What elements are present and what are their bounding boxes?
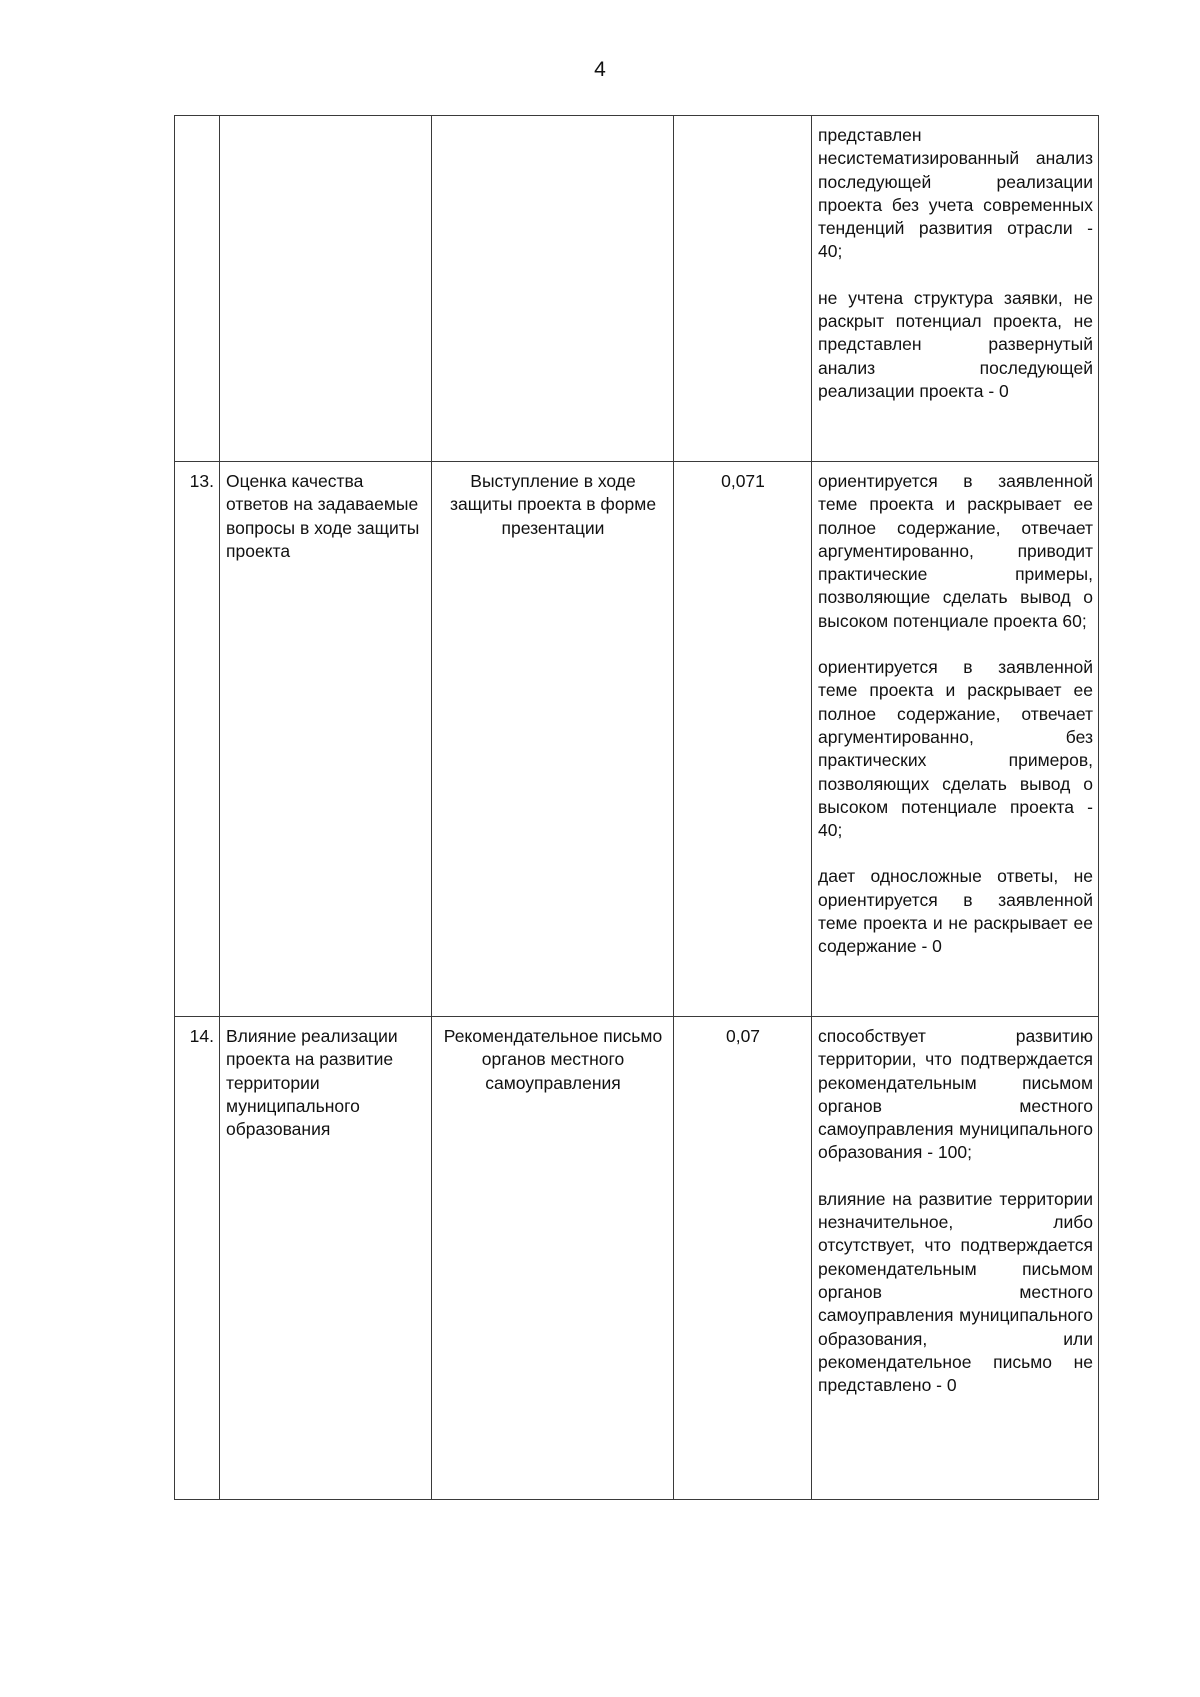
row-number-cell: 13. (175, 462, 220, 1017)
scale-item: ориентируется в заявленной теме проекта и раскрывает ее полное содержание, отвечает аргументированно, без практических примеров, позволяющих сделать вывод о высоком потенциале проекта - 40; (818, 657, 1093, 841)
scale-item: способствует развитию территории, что подтверждается рекомендательным письмом органов местного самоуправления муниципального образования - 100; (818, 1026, 1093, 1163)
row-number-cell (175, 116, 220, 462)
table-row (175, 116, 1099, 462)
table-row (175, 462, 1099, 1017)
table-row (175, 1017, 1099, 1500)
criterion-cell (220, 116, 432, 462)
scoring-scale-cell (812, 462, 1099, 1017)
scale-item: ориентируется в заявленной теме проекта и раскрывает ее полное содержание, отвечает аргументированно, приводит практические примеры, позволяющие сделать вывод о высоком потенциале проекта 60; (818, 471, 1093, 631)
scale-item: представлен несистематизированный анализ последующей реализации проекта без учета современных тенденций развития отрасли - 40; (818, 125, 1093, 262)
page-number: 4 (594, 58, 606, 81)
scale-item: не учтена структура заявки, не раскрыт потенциал проекта, не представлен развернутый анализ последующей реализации проекта - 0 (818, 287, 1093, 401)
evaluation-method-cell: Рекомендательное письмо органов местного самоуправления (432, 1017, 674, 1500)
scoring-scale-cell (812, 116, 1099, 462)
weight-cell (674, 116, 812, 462)
row-number-cell: 14. (175, 1017, 220, 1500)
criterion-cell: Оценка качества ответов на задаваемые вопросы в ходе защиты проекта (220, 462, 432, 1017)
evaluation-method-cell: Выступление в ходе защиты проекта в форме презентации (432, 462, 674, 1017)
scale-item: дает односложные ответы, не ориентируется в заявленной теме проекта и не раскрывает ее содержание - 0 (818, 866, 1093, 957)
weight-cell: 0,07 (674, 1017, 812, 1500)
evaluation-method-cell (432, 116, 674, 462)
criteria-table (174, 115, 1099, 1500)
scale-item: влияние на развитие территории незначительное, либо отсутствует, что подтверждается рекомендательным письмом органов местного самоуправления муниципального образования, или рекомендательное письмо не представлено - 0 (818, 1188, 1093, 1396)
criterion-cell: Влияние реализации проекта на развитие территории муниципального образования (220, 1017, 432, 1500)
scoring-scale-cell (812, 1017, 1099, 1500)
weight-cell: 0,071 (674, 462, 812, 1017)
